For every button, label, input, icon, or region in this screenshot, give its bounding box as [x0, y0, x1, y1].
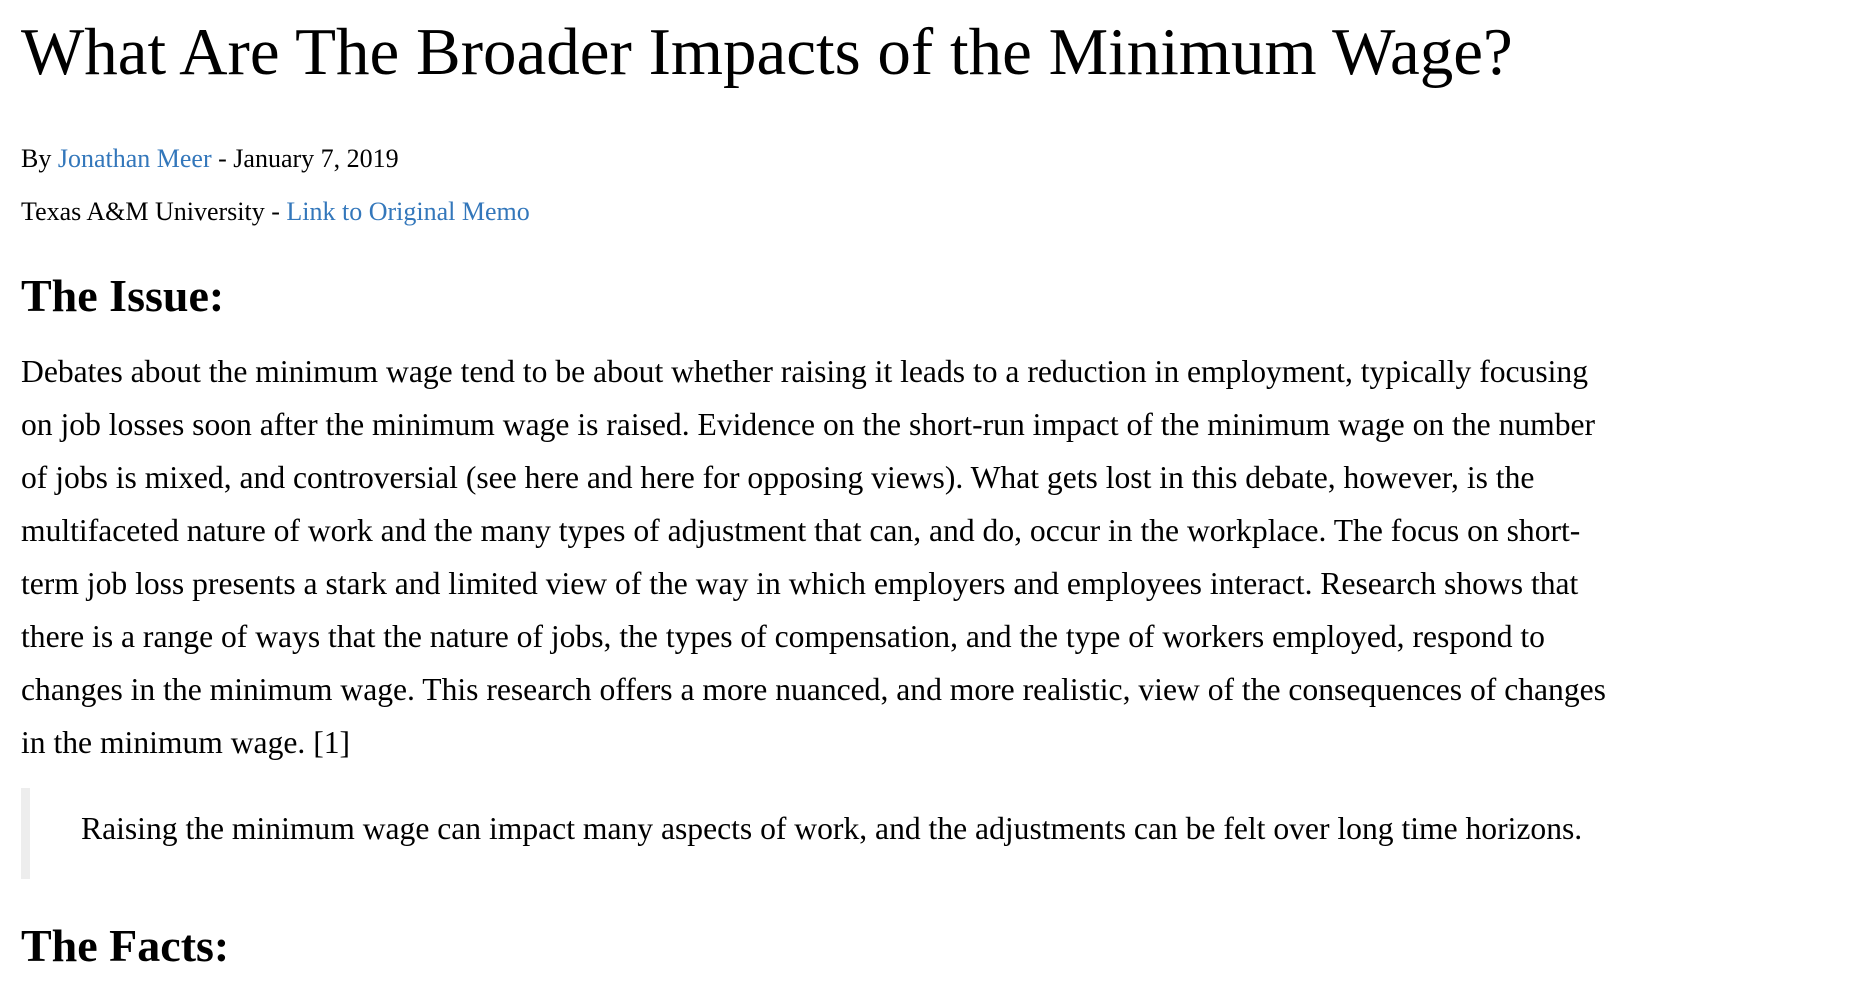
paragraph-line: of jobs is mixed, and controversial (see here and here for opposing views). What gets lost in this debate, however, is the: [21, 460, 1535, 495]
paragraph-line: changes in the minimum wage. This research offers a more nuanced, and more realistic, view of the consequences of changes: [21, 672, 1606, 707]
byline: [21, 143, 399, 174]
issue-paragraph: [21, 345, 1866, 769]
facts-heading: The Facts:: [21, 920, 230, 971]
paragraph-line: in the minimum wage. [1]: [21, 725, 351, 760]
paragraph-line: term job loss presents a stark and limited view of the way in which employers and employees interact. Research shows that: [21, 566, 1579, 601]
paragraph-line: Debates about the minimum wage tend to be about whether raising it leads to a reduction in employment, typically focusing: [21, 354, 1589, 389]
institution: Texas A&M University: [21, 197, 265, 226]
author-link[interactable]: Jonathan Meer: [57, 144, 212, 173]
original-memo-link[interactable]: Link to Original Memo: [286, 197, 530, 226]
issue-heading: The Issue:: [21, 270, 225, 321]
affiliation-separator: -: [264, 197, 287, 226]
publish-date: January 7, 2019: [233, 144, 399, 173]
byline-separator: -: [211, 144, 234, 173]
article-title: What Are The Broader Impacts of the Minimum Wage?: [21, 15, 1513, 89]
byline-prefix: By: [21, 144, 58, 173]
paragraph-line: there is a range of ways that the nature of jobs, the types of compensation, and the type of workers employed, respond to: [21, 619, 1545, 654]
affiliation-line: [21, 196, 530, 227]
paragraph-line: on job losses soon after the minimum wage is raised. Evidence on the short-run impact of the minimum wage on the number: [21, 407, 1596, 442]
pull-quote-text: Raising the minimum wage can impact many aspects of work, and the adjustments can be felt over long time horizons.: [81, 811, 1583, 846]
pull-quote: [21, 788, 1866, 879]
paragraph-line: multifaceted nature of work and the many types of adjustment that can, and do, occur in the workplace. The focus on short-: [21, 513, 1581, 548]
